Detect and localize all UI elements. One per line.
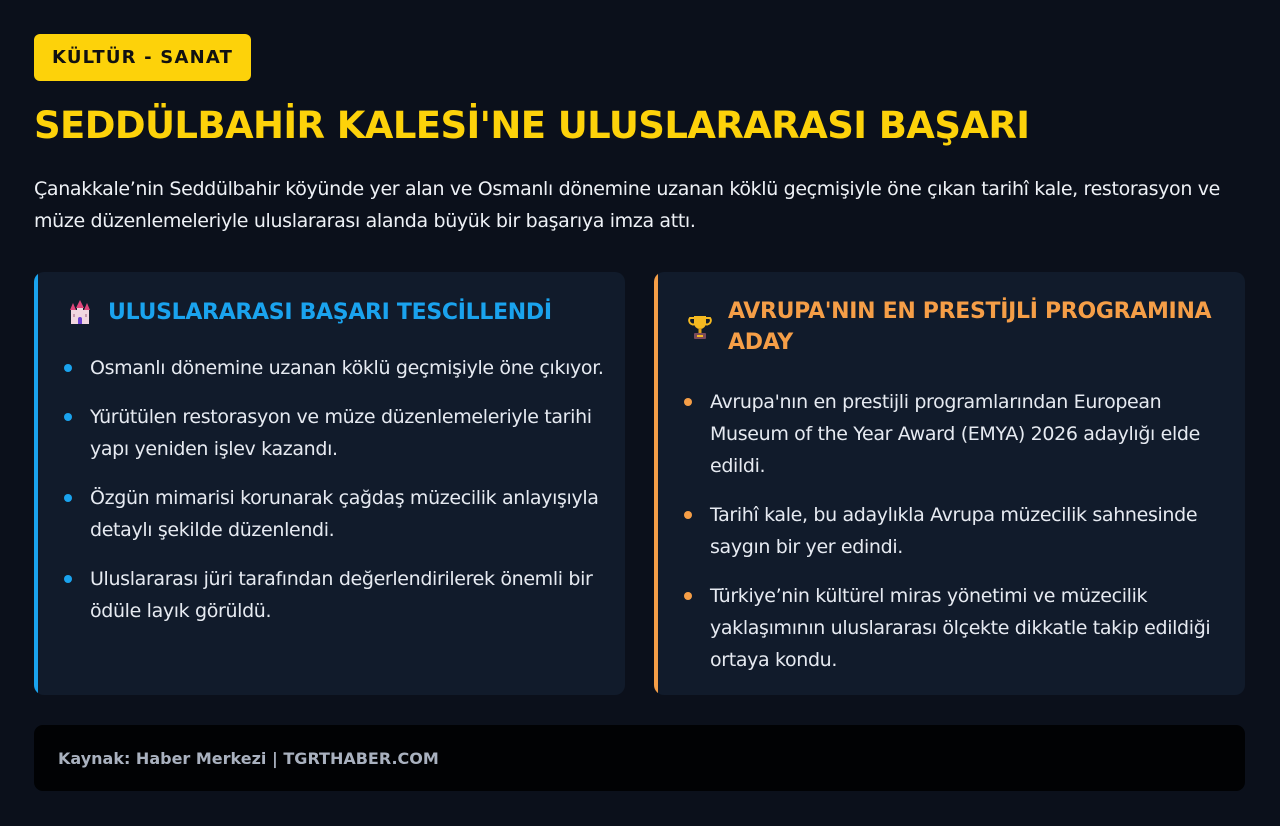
- bullet-icon: [684, 592, 692, 600]
- bullet-icon: [64, 364, 72, 372]
- list-item-text: Uluslararası jüri tarafından değerlendirilerek önemli bir ödüle layık görüldü.: [90, 568, 593, 622]
- list-item-text: Osmanlı dönemine uzanan köklü geçmişiyle öne çıkıyor.: [90, 357, 604, 379]
- castle-icon: [64, 296, 96, 328]
- list-item: [64, 401, 605, 465]
- source-text: Kaynak: Haber Merkezi | TGRTHABER.COM: [58, 748, 439, 768]
- list-item-text: Özgün mimarisi korunarak çağdaş müzecilik anlayışıyla detaylı şekilde düzenlendi.: [90, 487, 599, 541]
- card-emya-nomination: [654, 272, 1245, 695]
- list-item: [684, 580, 1225, 676]
- list-item: [64, 352, 605, 384]
- category-badge: KÜLTÜR - SANAT: [34, 34, 251, 81]
- list-item: [684, 386, 1225, 482]
- bullet-icon: [64, 494, 72, 502]
- card-header: [684, 294, 1225, 360]
- list-item: [684, 499, 1225, 563]
- list-item-text: Tarihî kale, bu adaylıkla Avrupa müzecilik sahnesinde saygın bir yer edindi.: [710, 504, 1198, 558]
- card-title: ULUSLARARASI BAŞARI TESCİLLENDİ: [108, 299, 552, 325]
- source-footer: [34, 725, 1245, 791]
- list-item-text: Türkiye’nin kültürel miras yönetimi ve müzecilik yaklaşımının uluslararası ölçekte dikkatle takip edildiği ortaya kondu.: [710, 585, 1211, 671]
- headline: SEDDÜLBAHİR KALESİ'NE ULUSLARARASI BAŞARI: [34, 104, 1030, 147]
- bullet-icon: [64, 413, 72, 421]
- card-international-success: [34, 272, 625, 695]
- bullet-icon: [684, 511, 692, 519]
- list-item: [64, 482, 605, 546]
- lead-paragraph: Çanakkale’nin Seddülbahir köyünde yer alan ve Osmanlı dönemine uzanan köklü geçmişiyle öne çıkan tarihî kale, restorasyon ve müze düzenlemeleriyle uluslararası alanda büyük bir başarıya imza attı.: [34, 178, 1220, 232]
- card-title: AVRUPA'NIN EN PRESTİJLİ PROGRAMINA ADAY: [728, 299, 1212, 355]
- bullet-icon: [64, 575, 72, 583]
- list-item: [64, 563, 605, 627]
- bullet-list: [684, 386, 1225, 693]
- list-item-text: Yürütülen restorasyon ve müze düzenlemeleriyle tarihi yapı yeniden işlev kazandı.: [90, 406, 592, 460]
- card-header: [64, 294, 605, 330]
- list-item-text: Avrupa'nın en prestijli programlarından European Museum of the Year Award (EMYA) 2026 adaylığı elde edildi.: [710, 391, 1200, 477]
- trophy-icon: [684, 311, 716, 343]
- bullet-icon: [684, 398, 692, 406]
- bullet-list: [64, 352, 605, 644]
